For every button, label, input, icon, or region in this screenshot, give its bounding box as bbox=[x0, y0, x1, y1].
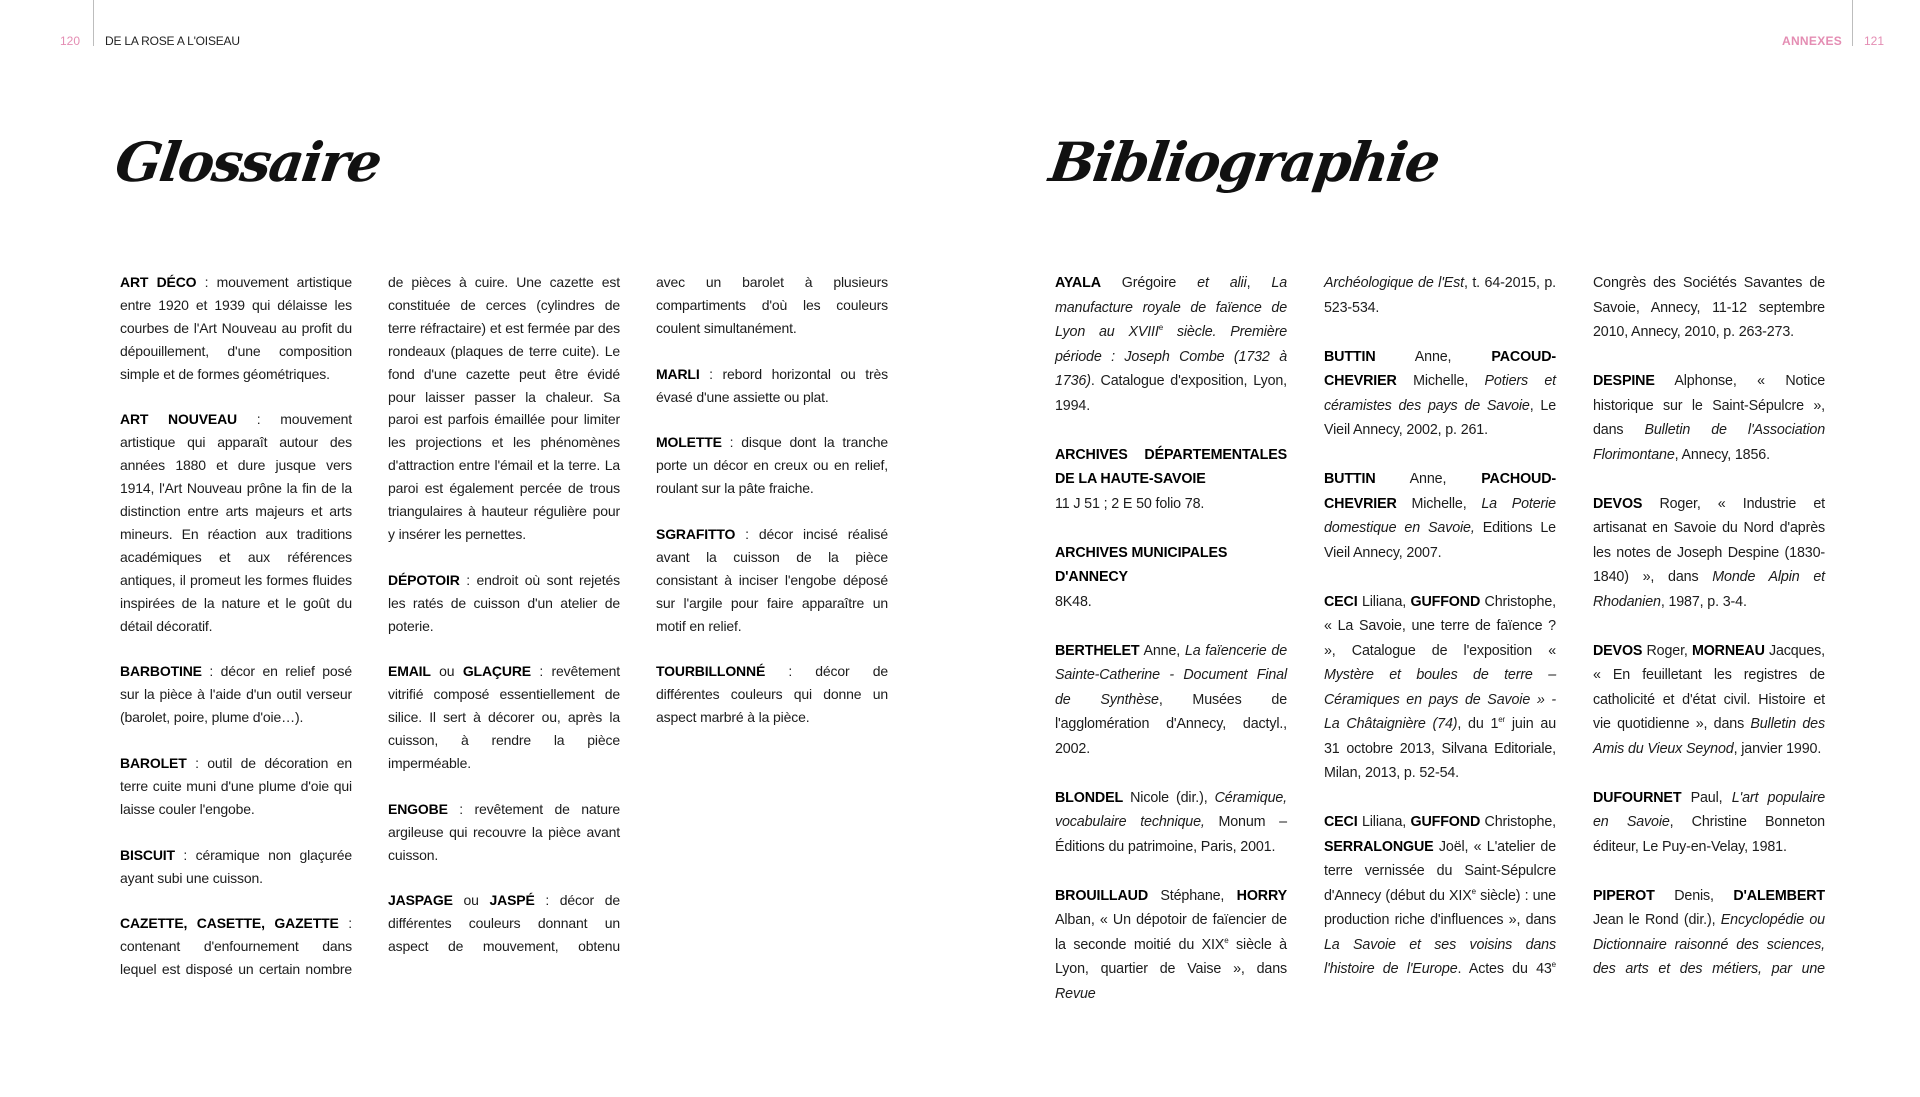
entry-title-italic: Potiers et céramistes des pays de Savoie bbox=[1324, 373, 1556, 414]
entry-text: Roger, « Industrie et artisanat en Savoie du Nord d'après les notes de Joseph Despine (1830-1840) », dans bbox=[1593, 495, 1825, 585]
entry-text: : décor de différentes couleurs donnant un aspect de mouvement, obtenu bbox=[388, 892, 620, 955]
entry-term: BLONDEL bbox=[1055, 789, 1124, 806]
entry-text: : rebord horizontal ou très évasé d'une assiette ou plat. bbox=[656, 365, 888, 405]
bibliography-entry bbox=[1055, 271, 1287, 418]
bibliography-entry bbox=[1593, 884, 1825, 982]
entry-text: Anne, bbox=[1139, 642, 1185, 659]
entry-term: DEVOS bbox=[1593, 642, 1643, 659]
glossary-column bbox=[120, 271, 352, 1004]
entry-text: , du 1 bbox=[1457, 716, 1499, 732]
superscript: er bbox=[1498, 715, 1506, 725]
superscript: e bbox=[1158, 323, 1164, 333]
entry-title-italic: Bulletin des Amis du Vieux Seynod bbox=[1593, 716, 1825, 757]
entry-term: DUFOURNET bbox=[1593, 789, 1682, 806]
entry-title-italic: Bulletin de l'Association Florimontane bbox=[1593, 422, 1825, 463]
entry-term: SGRAFITTO bbox=[656, 525, 736, 542]
entry-term: DÉPOTOIR bbox=[388, 571, 460, 588]
entry-term: JASPAGE bbox=[388, 892, 453, 909]
entry-text: Joël, « L'atelier de terre vernissée du Saint-Sépulcre d'Annecy (début du XIX bbox=[1324, 838, 1556, 904]
entry-text: Jean le Rond (dir.), bbox=[1593, 912, 1721, 928]
entry-text: Roger, bbox=[1642, 642, 1692, 659]
entry-term: BAROLET bbox=[120, 754, 187, 771]
entry-text: 8K48. bbox=[1055, 593, 1092, 610]
glossary-entry bbox=[120, 408, 352, 637]
entry-text: Liliana, bbox=[1357, 814, 1411, 830]
bibliography-entry bbox=[1055, 541, 1287, 615]
glossary-entry bbox=[388, 798, 620, 867]
entry-text: , 1987, p. 3-4. bbox=[1660, 593, 1747, 610]
entry-title-italic: La faïencerie de Sainte-Catherine - Document Final de Synthèse bbox=[1055, 642, 1288, 708]
entry-term: TOURBILLONNÉ bbox=[656, 663, 766, 680]
bibliography-entry bbox=[1324, 590, 1556, 786]
glossary-entry bbox=[656, 363, 888, 409]
entry-text: Liliana, bbox=[1357, 593, 1411, 610]
glossary-entry bbox=[388, 569, 620, 638]
entry-term: BUTTIN bbox=[1324, 471, 1376, 487]
glossary-entry bbox=[656, 523, 888, 638]
glossary-entry bbox=[388, 271, 620, 546]
entry-title-italic: Revue bbox=[1055, 985, 1096, 1002]
entry-term: BARBOTINE bbox=[120, 663, 202, 680]
glossary-column bbox=[388, 271, 620, 981]
entry-text: juin au 31 octobre 2013, Silvana Editoriale, Milan, 2013, p. 52-54. bbox=[1324, 716, 1556, 781]
entry-text: : décor en relief posé sur la pièce à l'aide d'un outil verseur (barolet, poire, plume d'oie…). bbox=[120, 663, 352, 726]
bibliography-entry bbox=[1055, 884, 1287, 1007]
entry-term: D'ANNECY bbox=[1055, 569, 1128, 585]
entry-term: BISCUIT bbox=[120, 846, 175, 863]
entry-term: EMAIL bbox=[388, 663, 431, 680]
glossary-entry bbox=[388, 660, 620, 775]
bibliography-entry bbox=[1324, 810, 1556, 982]
right-header-rule bbox=[1852, 0, 1853, 46]
entry-term: MARLI bbox=[656, 365, 700, 382]
glossary-entry bbox=[388, 889, 620, 958]
section-label: ANNEXES bbox=[1782, 34, 1843, 48]
entry-term: DEVOS bbox=[1593, 495, 1643, 512]
entry-term: GUFFOND bbox=[1410, 814, 1481, 830]
entry-title-italic: Archéologique de l'Est bbox=[1324, 275, 1464, 291]
entry-text: , Musées de l'agglomération d'Annecy, dactyl., 2002. bbox=[1055, 691, 1287, 757]
entry-text: : revêtement de nature argileuse qui recouvre la pièce avant cuisson. bbox=[388, 800, 620, 863]
glossary-entry bbox=[120, 844, 352, 890]
glossary-entry bbox=[656, 660, 888, 729]
entry-term: GUFFOND bbox=[1410, 593, 1481, 610]
entry-term: CECI bbox=[1324, 814, 1358, 830]
entry-text: . Actes du 43 bbox=[1457, 961, 1552, 977]
entry-title-italic: La Poterie domestique en Savoie, bbox=[1324, 495, 1556, 536]
entry-text: Christophe, « La Savoie, une terre de faïence ? », Catalogue de l'exposition « bbox=[1324, 593, 1556, 659]
bibliography-entry bbox=[1593, 369, 1825, 467]
entry-term: D'ALEMBERT bbox=[1733, 887, 1825, 904]
entry-text: Anne, bbox=[1375, 471, 1482, 487]
entry-text: avec un barolet à plusieurs compartiments d'où les couleurs coulent simultanément. bbox=[656, 274, 888, 336]
entry-text: siècle) : une production riche d'influences », dans bbox=[1324, 887, 1556, 928]
bibliography-entry bbox=[1055, 639, 1287, 762]
glossary-entry bbox=[656, 271, 888, 340]
entry-text: Christophe, bbox=[1480, 814, 1556, 830]
bibliography-entry bbox=[1324, 345, 1556, 443]
bibliography-entry bbox=[1324, 271, 1556, 320]
entry-text: : revêtement vitrifié composé essentiellement de silice. Il sert à décorer ou, après la cuisson, à rendre la pièce imperméable. bbox=[388, 663, 620, 771]
bibliography-title: Bibliographie bbox=[1045, 130, 1443, 194]
entry-title-italic: Monde Alpin et Rhodanien bbox=[1593, 569, 1825, 610]
entry-text: ou bbox=[452, 892, 490, 909]
bibliography-column bbox=[1593, 271, 1825, 1006]
entry-text: Stéphane, bbox=[1148, 887, 1237, 904]
entry-term: PACOUD-CHEVRIER bbox=[1324, 348, 1556, 389]
entry-text: Congrès des Sociétés Savantes de Savoie, Annecy, 11-12 septembre 2010, Annecy, 2010, p. 263-273. bbox=[1593, 275, 1825, 340]
entry-text: , Christine Bonneton éditeur, Le Puy-en-Velay, 1981. bbox=[1593, 814, 1825, 855]
superscript: e bbox=[1471, 886, 1476, 896]
entry-text: Nicole (dir.), bbox=[1123, 789, 1215, 806]
bibliography-column bbox=[1055, 271, 1287, 1031]
bibliography-entry bbox=[1324, 467, 1556, 565]
entry-term: JASPÉ bbox=[489, 892, 535, 909]
entry-term: BERTHELET bbox=[1055, 642, 1140, 659]
entry-text: Denis, bbox=[1654, 887, 1734, 904]
entry-term: PIPEROT bbox=[1593, 887, 1655, 904]
entry-text: Grégoire bbox=[1100, 275, 1198, 291]
left-page-number: 120 bbox=[60, 34, 81, 48]
entry-text: Anne, bbox=[1375, 348, 1492, 365]
entry-term: MOLETTE bbox=[656, 434, 722, 451]
left-header-rule bbox=[93, 0, 94, 46]
entry-text: : décor incisé réalisé avant la cuisson de la pièce consistant à inciser l'engobe déposé sur l'argile pour faire apparaître un motif en relief. bbox=[656, 525, 888, 634]
entry-term: ARCHIVES DÉPARTEMENTALES DE LA HAUTE-SAVOIE bbox=[1055, 446, 1287, 487]
entry-text: Jacques, « En feuilletant les registres de catholicité et d'état civil. Histoire et vie quotidienne », dans bbox=[1593, 642, 1825, 732]
entry-term: ARCHIVES MUNICIPALES bbox=[1055, 544, 1228, 561]
glossary-entry bbox=[120, 660, 352, 729]
entry-text: : décor de différentes couleurs qui donne un aspect marbré à la pièce. bbox=[656, 663, 888, 726]
bibliography-column bbox=[1324, 271, 1556, 1006]
entry-term: CECI bbox=[1324, 593, 1358, 610]
entry-term: HORRY bbox=[1236, 887, 1287, 904]
entry-text: : disque dont la tranche porte un décor en creux ou en relief, roulant sur la pâte fraiche. bbox=[656, 434, 888, 497]
entry-title-italic: La Savoie et ses voisins dans l'histoire de l'Europe bbox=[1324, 936, 1556, 977]
entry-text: , Annecy, 1856. bbox=[1674, 446, 1770, 463]
entry-text: : mouvement artistique entre 1920 et 1939 qui délaisse les courbes de l'Art Nouveau au profit du dépouillement, d'une composition simple et de formes géométriques. bbox=[120, 274, 352, 382]
entry-title-italic: La manufacture royale de faïence de Lyon au XVIII bbox=[1055, 275, 1287, 340]
bibliography-entry bbox=[1593, 786, 1825, 860]
entry-term: AYALA bbox=[1055, 275, 1101, 291]
running-head: DE LA ROSE A L'OISEAU bbox=[105, 34, 240, 48]
entry-text: , bbox=[1246, 275, 1272, 291]
entry-text: Alphonse, « Notice historique sur le Saint-Sépulcre », dans bbox=[1593, 373, 1825, 438]
entry-term: ENGOBE bbox=[388, 800, 448, 817]
glossary-entry bbox=[120, 752, 352, 821]
entry-term: SERRALONGUE bbox=[1324, 838, 1434, 855]
entry-text: de pièces à cuire. Une cazette est constituée de cerces (cylindres de terre réfractaire) et est fermée par des rondeaux (plaques de terre cuite). Le fond d'une cazette peut être évidé pour laisser passer la chaleur. Sa paroi est parfois émaillée pour limiter les projections et les phénomènes d'attraction entre l'émail et la terre. La paroi est également percée de trous triangulaires à hauteur régulière pour y insérer les pernettes. bbox=[388, 274, 620, 542]
entry-text: , janvier 1990. bbox=[1733, 740, 1822, 757]
entry-term: CAZETTE, CASETTE, GAZETTE bbox=[120, 915, 339, 932]
entry-title-italic: Mystère et boules de terre – Céramiques en pays de Savoie » - La Châtaignière (74) bbox=[1324, 667, 1556, 732]
glossary-title: Glossaire bbox=[111, 130, 385, 194]
glossary-entry bbox=[656, 431, 888, 500]
entry-text: . Catalogue d'exposition, Lyon, 1994. bbox=[1055, 373, 1287, 414]
glossary-column bbox=[656, 271, 888, 752]
entry-text: siècle à Lyon, quartier de Vaise », dans bbox=[1055, 936, 1287, 977]
entry-title-italic: Céramique, vocabulaire technique, bbox=[1055, 789, 1287, 830]
entry-title-italic: et alii bbox=[1197, 275, 1247, 291]
entry-text: : céramique non glaçurée ayant subi une cuisson. bbox=[120, 846, 352, 886]
entry-term: ART NOUVEAU bbox=[120, 411, 238, 428]
entry-text: Monum – Éditions du patrimoine, Paris, 2001. bbox=[1055, 814, 1287, 855]
entry-title-italic: siècle. Première période : Joseph Combe (1732 à 1736) bbox=[1055, 324, 1287, 389]
entry-text: : endroit où sont rejetés les ratés de cuisson d'un atelier de poterie. bbox=[388, 571, 620, 634]
bibliography-entry bbox=[1055, 786, 1287, 860]
bibliography-entry bbox=[1593, 639, 1825, 762]
entry-text: Michelle, bbox=[1396, 495, 1482, 512]
superscript: e bbox=[1224, 935, 1229, 945]
superscript: e bbox=[1551, 960, 1556, 970]
bibliography-entry bbox=[1055, 443, 1287, 517]
glossary-entry bbox=[120, 271, 352, 386]
entry-text: Editions Le Vieil Annecy, 2007. bbox=[1324, 520, 1556, 561]
entry-text: Paul, bbox=[1681, 789, 1732, 806]
entry-title-italic: L'art populaire en Savoie bbox=[1593, 789, 1825, 830]
entry-text: : mouvement artistique qui apparaît autour des années 1880 et dure jusque vers 1914, l'Art Nouveau prône la fin de la distinction entre arts majeurs et arts mineurs. En réaction aux traditions académiques et aux références antiques, il promeut les formes fluides inspirées de la nature et le goût du détail décoratif. bbox=[120, 411, 352, 634]
entry-text: , t. 64-2015, p. 523-534. bbox=[1324, 275, 1556, 316]
entry-text: , Le Vieil Annecy, 2002, p. 261. bbox=[1324, 397, 1556, 438]
right-page-number: 121 bbox=[1864, 34, 1885, 48]
entry-term: BUTTIN bbox=[1324, 348, 1376, 365]
glossary-entry bbox=[120, 912, 352, 981]
entry-text: Michelle, bbox=[1396, 373, 1485, 389]
entry-term: PACHOUD-CHEVRIER bbox=[1324, 471, 1556, 512]
entry-text: ou bbox=[430, 663, 463, 680]
entry-text: Alban, « Un dépotoir de faïencier de la seconde moitié du XIX bbox=[1055, 912, 1287, 953]
bibliography-entry bbox=[1593, 271, 1825, 345]
entry-term: ART DÉCO bbox=[120, 274, 197, 290]
entry-term: MORNEAU bbox=[1691, 642, 1765, 659]
entry-term: BROUILLAUD bbox=[1055, 887, 1149, 904]
entry-text: : contenant d'enfournement dans lequel est disposé un certain nombre bbox=[120, 915, 352, 978]
entry-term: DESPINE bbox=[1593, 373, 1655, 389]
entry-text: : outil de décoration en terre cuite muni d'une plume d'oie qui laisse couler l'engobe. bbox=[120, 754, 352, 817]
entry-term: GLAÇURE bbox=[462, 663, 531, 680]
entry-text: 11 J 51 ; 2 E 50 folio 78. bbox=[1055, 495, 1205, 512]
bibliography-entry bbox=[1593, 492, 1825, 615]
entry-title-italic: Encyclopédie ou Dictionnaire raisonné des sciences, des arts et des métiers, par une bbox=[1593, 912, 1825, 977]
